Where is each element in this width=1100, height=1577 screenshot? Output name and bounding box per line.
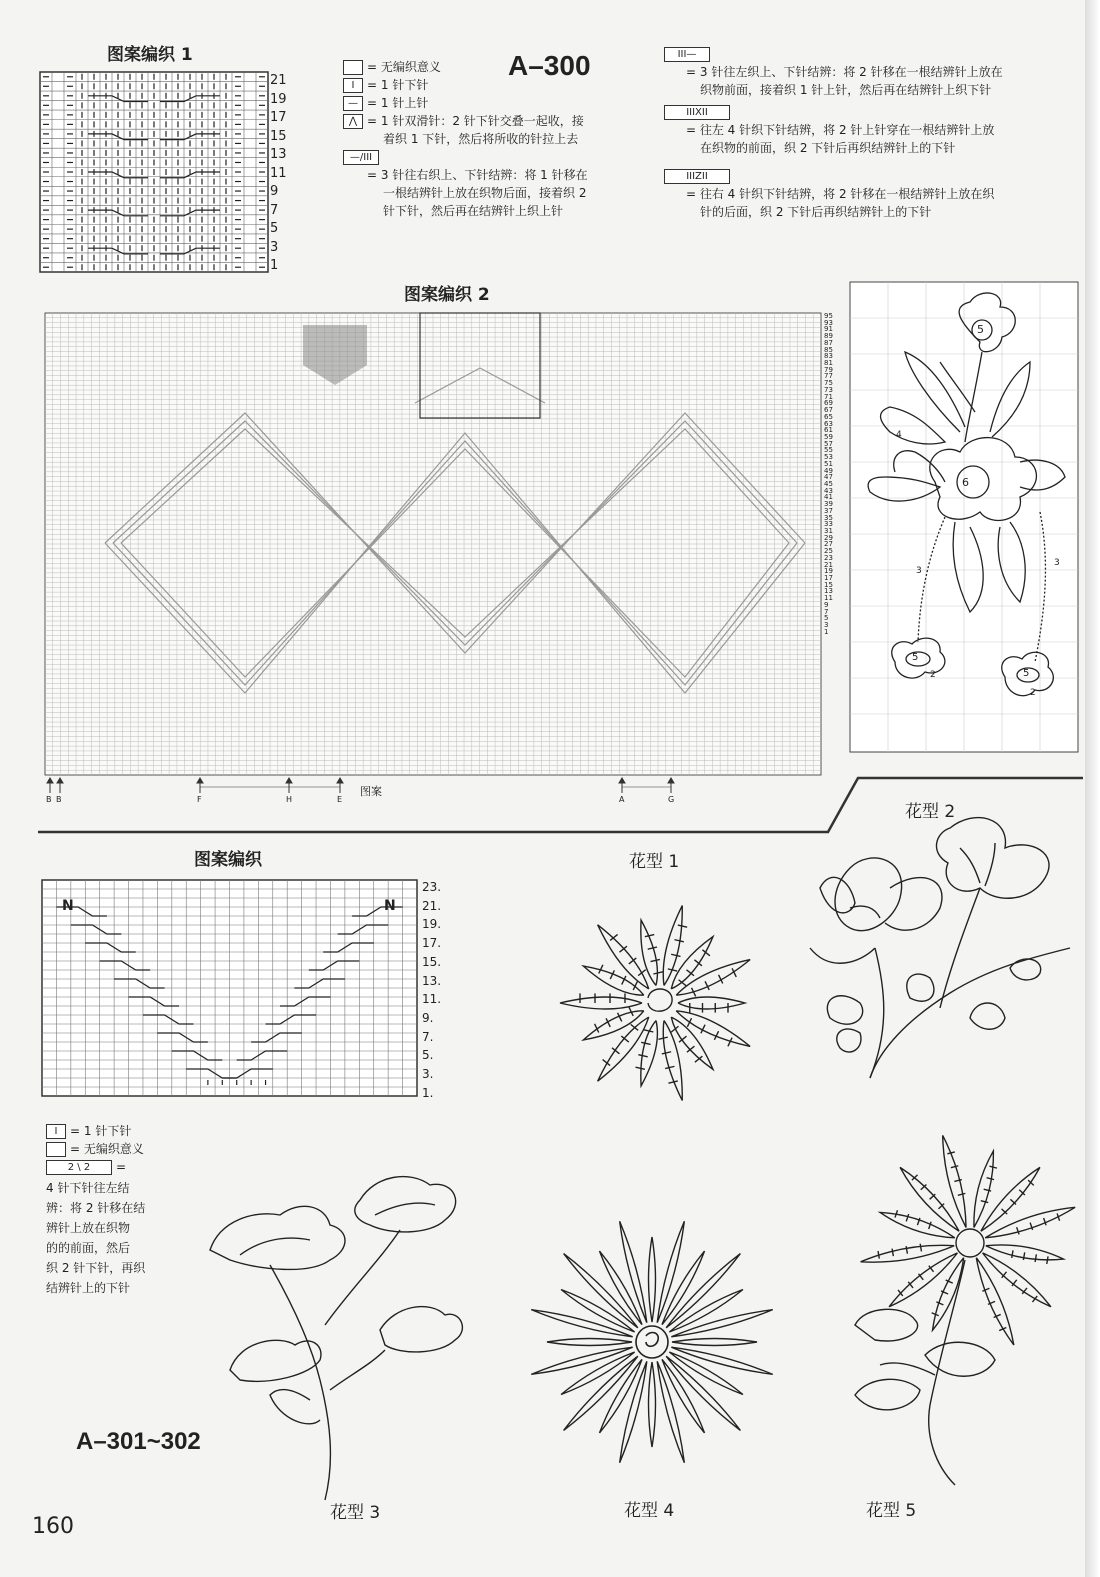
flower5-drawing: [825, 1135, 1085, 1490]
cross4-right-symbol-icon: IIIZII: [664, 169, 730, 184]
flower1-label: 花型 1: [629, 852, 680, 872]
pattern2-row-number: 63: [824, 419, 833, 428]
pattern2-row-number: 33: [824, 520, 833, 529]
pattern1-title: 图案编织 1: [107, 45, 193, 65]
pattern2-row-number: 13: [824, 587, 833, 596]
ref-e: E: [337, 795, 343, 804]
pattern2-row-number: 9: [824, 600, 829, 609]
pattern1-row-number: 21: [270, 73, 287, 88]
blank-symbol-icon-2: [46, 1142, 66, 1157]
ref-b1: B: [46, 795, 52, 804]
pattern2-row-number: 27: [824, 540, 833, 549]
page-edge: [1085, 0, 1100, 1577]
pattern2-row-number: 69: [824, 399, 833, 408]
legend-item-cross3-symbol: [343, 148, 643, 166]
pattern1-row-number: 5: [270, 221, 279, 236]
emb-num-bottom-left: 5: [912, 652, 919, 663]
pattern2-row-number: 79: [824, 365, 833, 374]
pattern2-row-number: 35: [824, 513, 833, 522]
pattern2-row-number: 81: [824, 359, 833, 368]
pattern2-row-number: 51: [824, 459, 833, 468]
knit-symbol-icon-2: I: [46, 1124, 66, 1139]
pattern2-row-number: 3: [824, 621, 829, 630]
legend-right-b2-line2: 在织物的前面，织 2 下针后再织结辨针上的下针: [700, 141, 956, 155]
pattern3-row-number: 3.: [422, 1067, 434, 1082]
pattern2-row-number: 15: [824, 580, 833, 589]
pattern2-row-numbers: [824, 313, 842, 636]
pattern1-row-number: 17: [270, 110, 287, 125]
emb-num-leaf: 4: [896, 430, 902, 440]
pattern2-row-number: 5: [824, 614, 829, 623]
pattern2-row-number: 17: [824, 574, 833, 583]
flower3-drawing: [200, 1160, 490, 1505]
pattern2-row-number: 29: [824, 533, 833, 542]
legend-item-blank: = 无编织意义: [343, 58, 643, 76]
pattern3-row-number: 11.: [422, 992, 442, 1007]
pattern2-bottom-label: 图案: [360, 785, 382, 798]
pattern3-row-number: 13.: [422, 973, 442, 988]
pattern3-row-number: 7.: [422, 1029, 434, 1044]
purl-symbol-icon: —: [343, 96, 363, 111]
ref-h: H: [286, 795, 293, 804]
pattern3-row-number: 1.: [422, 1085, 434, 1100]
pattern2-row-number: 55: [824, 446, 833, 455]
pattern3-row-number: 9.: [422, 1010, 434, 1025]
emb-num-top-flower: 5: [977, 323, 984, 336]
emb-num-center-flower: 6: [962, 476, 969, 489]
pattern1-chart: [40, 72, 268, 272]
pattern2-row-number: 11: [824, 594, 833, 603]
flower2-label: 花型 2: [905, 802, 956, 822]
pattern2-row-number: 77: [824, 372, 833, 381]
pattern2-row-number: 41: [824, 493, 833, 502]
flower2-drawing: [790, 808, 1085, 1108]
emb-num-stem-left: 3: [916, 566, 922, 576]
pattern2-row-number: 23: [824, 553, 833, 562]
legend-right-b3-line2: 针的后面，织 2 下针后再织结辨针上的下针: [700, 205, 932, 219]
pattern3-n-left: N: [62, 898, 74, 914]
pattern2-row-number: 61: [824, 426, 833, 435]
pattern2-row-number: 87: [824, 338, 833, 347]
emb-num-stem-right: 3: [1054, 558, 1060, 568]
pattern2-row-number: 37: [824, 506, 833, 515]
pattern2-row-number: 25: [824, 547, 833, 556]
double-slip-symbol-icon: ⋀: [343, 114, 363, 129]
ref-b2: B: [56, 795, 62, 804]
pattern3-row-numbers: [422, 878, 462, 1102]
legend-bottom: I = 1 针下针 = 无编织意义 2 \ 2 = 4 针下针往左结 辨：将 2 针移在结 辨针上放在织物 的的前面，然后 织 2 针下针，再织 结辨针上的下针: [46, 1124, 146, 1295]
pattern2-row-number: 67: [824, 406, 833, 415]
pattern3-title: 图案编织: [194, 850, 262, 870]
cross3-left-symbol-icon: III—: [664, 47, 710, 62]
pattern2-row-number: 65: [824, 412, 833, 421]
legend-item-purl: — = 1 针上针: [343, 94, 643, 112]
pattern1-row-number: 3: [270, 239, 279, 255]
pattern2-row-number: 43: [824, 486, 833, 495]
flower4-label: 花型 4: [624, 1501, 675, 1521]
pattern1-row-number: 1: [270, 258, 279, 273]
pattern1-row-number: 13: [270, 147, 287, 162]
pattern2-row-number: 7: [824, 607, 829, 616]
legend-right-b3-line1: = 往右 4 针织下针结辨，将 2 针移在一根结辨针上放在织: [686, 187, 995, 201]
pattern3-row-number: 5.: [422, 1048, 434, 1063]
pattern1-row-number: 9: [270, 184, 279, 199]
legend-right-b2-line1: = 往左 4 针织下针结辨，将 2 针上针穿在一根结辨针上放: [686, 123, 995, 137]
pattern2-row-number: 75: [824, 379, 833, 388]
pattern1-row-number: 7: [270, 202, 279, 218]
legend-item-double-slip-cont: 着织 1 下针，然后将所收的针拉上去: [383, 132, 579, 146]
pattern2-row-number: 73: [824, 385, 833, 394]
pattern3-row-number: 21.: [422, 898, 442, 913]
pattern2-row-number: 47: [824, 473, 833, 482]
pattern3-chart: [42, 880, 417, 1096]
knit-symbol-icon: I: [343, 78, 363, 93]
blank-symbol-icon: [343, 60, 363, 75]
legend-item-knit: I = 1 针下针: [343, 76, 643, 94]
legend-cross3-line3: 针下针，然后再在结辨针上织上针: [383, 204, 564, 218]
emb-num-small-1: 2: [930, 670, 936, 680]
embroidery-placement-diagram: [850, 282, 1078, 752]
flower1-drawing: [530, 868, 790, 1148]
ref-a: A: [619, 795, 625, 804]
legend-item-double-slip: ⋀ = 1 针双滑针：2 针下针交叠一起收，接: [343, 112, 643, 130]
emb-num-small-2: 2: [1030, 688, 1036, 698]
pattern2-row-number: 1: [824, 627, 829, 636]
pattern2-row-number: 39: [824, 500, 833, 509]
pattern3-n-right: N: [384, 898, 396, 914]
legend-right-b1-line2: 织物前面，接着织 1 针上针，然后再在结辨针上织下针: [700, 83, 992, 97]
pattern2-row-number: 93: [824, 318, 833, 327]
pattern2-row-number: 89: [824, 332, 833, 341]
pattern2-row-number: 21: [824, 560, 833, 569]
pattern-code-a300: A–300: [508, 50, 591, 81]
pattern3-row-number: 15.: [422, 954, 442, 969]
legend-cross3-line1: = 3 针往右织上、下针结辨：将 1 针移在: [367, 168, 588, 182]
pattern1-row-numbers: [270, 72, 300, 276]
pattern3-row-number: 19.: [422, 917, 442, 932]
pattern2-row-number: 91: [824, 325, 833, 334]
pattern2-row-number: 95: [824, 312, 833, 320]
pattern2-chart: [45, 313, 821, 775]
pattern2-row-number: 19: [824, 567, 833, 576]
pattern-code-a301-302: A–301~302: [76, 1428, 201, 1455]
legend-cross3-line2: 一根结辨针上放在织物后面，接着织 2: [383, 186, 587, 200]
pattern2-row-number: 59: [824, 432, 833, 441]
pattern2-row-number: 49: [824, 466, 833, 475]
cross4-symbol-icon: 2 \ 2: [46, 1160, 112, 1175]
pattern2-row-number: 71: [824, 392, 833, 401]
pattern2-row-number: 83: [824, 352, 833, 361]
pattern3-row-number: 17.: [422, 936, 442, 951]
pattern1-row-number: 19: [270, 91, 287, 107]
pattern3-row-number: 23.: [422, 880, 442, 894]
cross3-right-symbol-icon: —/III: [343, 150, 379, 165]
legend-right: [664, 45, 1084, 221]
pattern2-row-number: 57: [824, 439, 833, 448]
flower5-label: 花型 5: [866, 1501, 917, 1521]
pattern2-row-number: 85: [824, 345, 833, 354]
legend-right-b1-line1: = 3 针往左织上、下针结辨：将 2 针移在一根结辨针上放在: [686, 65, 1003, 79]
emb-num-bottom-right: 5: [1023, 668, 1030, 679]
pattern1-row-number: 15: [270, 128, 287, 144]
flower3-label: 花型 3: [330, 1503, 381, 1523]
page-number: 160: [32, 1514, 74, 1539]
flower4-drawing: [510, 1210, 795, 1475]
pattern1-row-number: 11: [270, 165, 287, 181]
legend-middle: [343, 58, 643, 220]
cross4-left-symbol-icon: IIIXII: [664, 105, 730, 120]
ref-g: G: [668, 795, 675, 804]
pattern2-row-number: 53: [824, 453, 833, 462]
pattern2-title: 图案编织 2: [404, 285, 490, 305]
pattern2-row-number: 31: [824, 527, 833, 535]
pattern2-row-number: 45: [824, 479, 833, 488]
ref-f: F: [197, 795, 202, 804]
